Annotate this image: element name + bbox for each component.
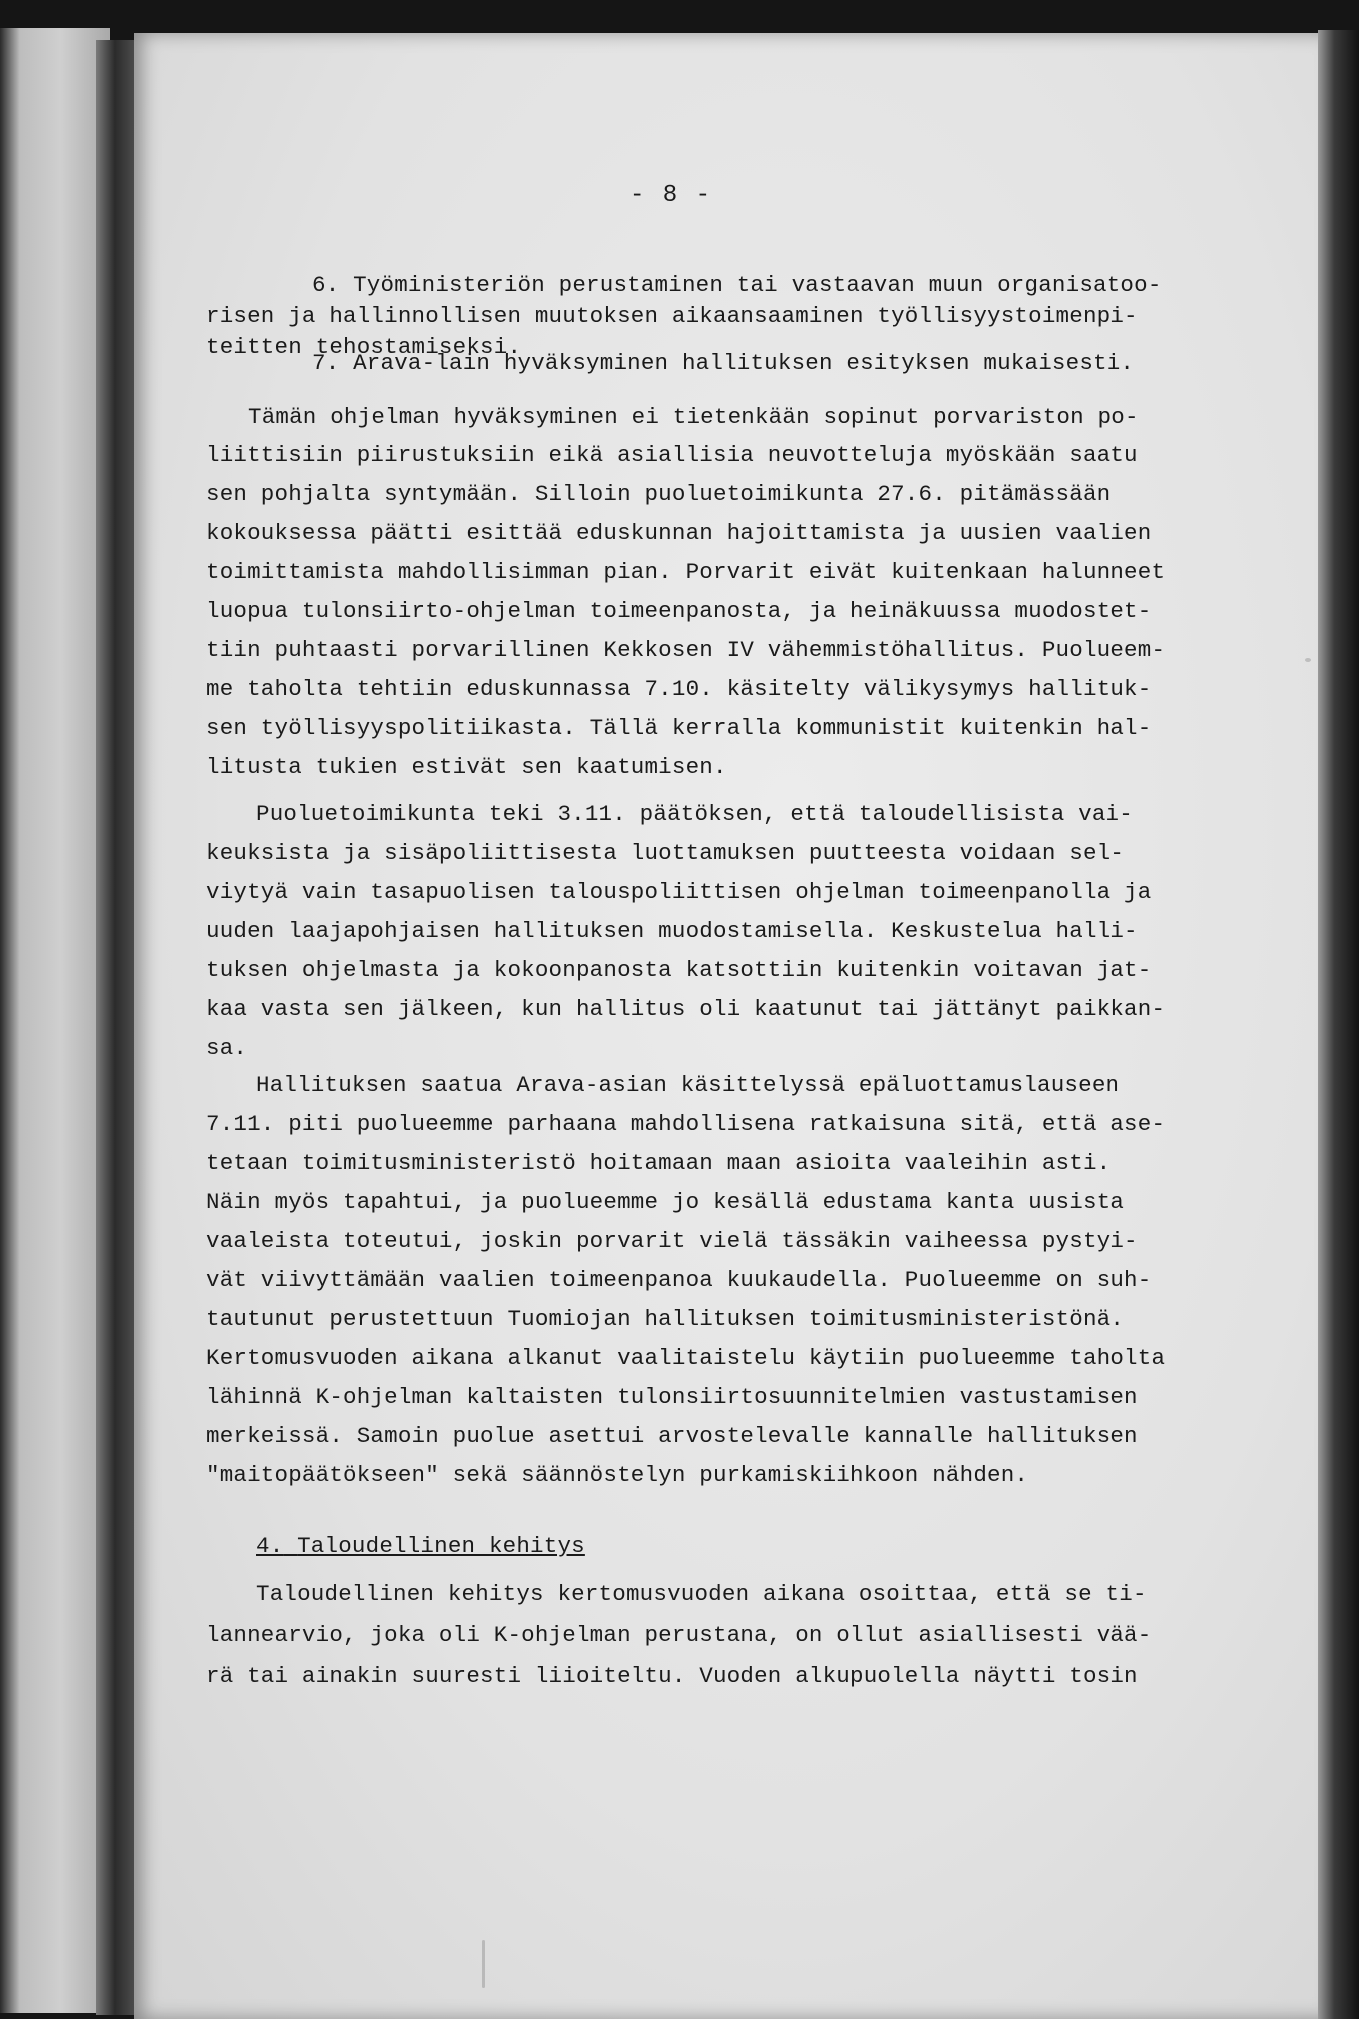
text-line: toimittamista mahdollisimman pian. Porvarit eivät kuitenkaan halunneet [206, 559, 1166, 585]
text-line: risen ja hallinnollisen muutoksen aikaansaaminen työllisyystoimenpi- [206, 303, 1138, 329]
text-line: Tämän ohjelman hyväksyminen ei tietenkään sopinut porvariston po- [248, 404, 1139, 430]
text-line: Hallituksen saatua Arava-asian käsittelyssä epäluottamuslauseen [256, 1072, 1120, 1098]
text-line: Kertomusvuoden aikana alkanut vaalitaistelu käytiin puolueemme taholta [206, 1345, 1166, 1371]
section-title: Taloudellinen kehitys [297, 1533, 585, 1559]
text-line: litusta tukien estivät sen kaatumisen. [206, 754, 727, 780]
text-line: keuksista ja sisäpoliittisesta luottamuksen puutteesta voidaan sel- [206, 840, 1125, 866]
text-line: teitten tehostamiseksi. [206, 334, 522, 360]
section-heading [256, 1531, 585, 1561]
text-line: sen pohjalta syntymään. Silloin puoluetoimikunta 27.6. pitämässään [206, 481, 1111, 507]
page-number: - 8 - [630, 182, 713, 209]
text-line: sa. [206, 1035, 248, 1061]
speck-mark [1305, 658, 1311, 662]
text-line: vaaleista toteutui, joskin porvarit vielä tässäkin vaiheessa pystyi- [206, 1228, 1138, 1254]
text-line: uuden laajapohjaisen hallituksen muodostamisella. Keskustelua halli- [206, 918, 1138, 944]
text-line: viytyä vain tasapuolisen talouspoliittisen ohjelman toimeenpanolla ja [206, 879, 1152, 905]
text-line: Taloudellinen kehitys kertomusvuoden aikana osoittaa, että se ti- [256, 1581, 1147, 1607]
text-line: "maitopäätökseen" sekä säännöstelyn purkamiskiihkoon nähden. [206, 1462, 1029, 1488]
text-line: tautunut perustettuun Tuomiojan hallituksen toimitusministeristönä. [206, 1306, 1125, 1332]
text-line: lannearvio, joka oli K-ohjelman perustana, on ollut asiallisesti vää- [206, 1622, 1152, 1648]
text-line: me taholta tehtiin eduskunnassa 7.10. käsitelty välikysymys hallituk- [206, 676, 1152, 702]
text-line: kaa vasta sen jälkeen, kun hallitus oli kaatunut tai jättänyt paikkan- [206, 996, 1166, 1022]
text-line: lähinnä K-ohjelman kaltaisten tulonsiirtosuunnitelmien vastustamisen [206, 1384, 1138, 1410]
text-line: merkeissä. Samoin puolue asettui arvostelevalle kannalle hallituksen [206, 1423, 1138, 1449]
speck-mark [482, 1940, 485, 1988]
text-line: rä tai ainakin suuresti liioiteltu. Vuoden alkupuolella näytti tosin [206, 1663, 1138, 1689]
text-line: Puoluetoimikunta teki 3.11. päätöksen, että taloudellisista vai- [256, 801, 1133, 827]
text-line: 7. Arava-lain hyväksyminen hallituksen esityksen mukaisesti. [312, 350, 1135, 376]
text-line: sen työllisyyspolitiikasta. Tällä kerralla kommunistit kuitenkin hal- [206, 715, 1152, 741]
text-line: 7.11. piti puolueemme parhaana mahdollisena ratkaisuna sitä, että ase- [206, 1111, 1166, 1137]
text-line: 6. Työministeriön perustaminen tai vastaavan muun organisatoo- [312, 272, 1162, 298]
text-line: kokouksessa päätti esittää eduskunnan hajoittamista ja uusien vaalien [206, 520, 1152, 546]
text-line: Näin myös tapahtui, ja puolueemme jo kesällä edustama kanta uusista [206, 1189, 1125, 1215]
text-line: tuksen ohjelmasta ja kokoonpanosta katsottiin kuitenkin voitavan jat- [206, 957, 1152, 983]
text-line: vät viivyttämään vaalien toimeenpanoa kuukaudella. Puolueemme on suh- [206, 1267, 1152, 1293]
section-number: 4. [256, 1533, 284, 1559]
text-line: liittisiin piirustuksiin eikä asiallisia neuvotteluja myöskään saatu [206, 442, 1138, 468]
text-line: luopua tulonsiirto-ohjelman toimeenpanosta, ja heinäkuussa muodostet- [206, 598, 1152, 624]
text-line: tiin puhtaasti porvarillinen Kekkosen IV vähemmistöhallitus. Puolueem- [206, 637, 1166, 663]
text-line: tetaan toimitusministeristö hoitamaan maan asioita vaaleihin asti. [206, 1150, 1111, 1176]
